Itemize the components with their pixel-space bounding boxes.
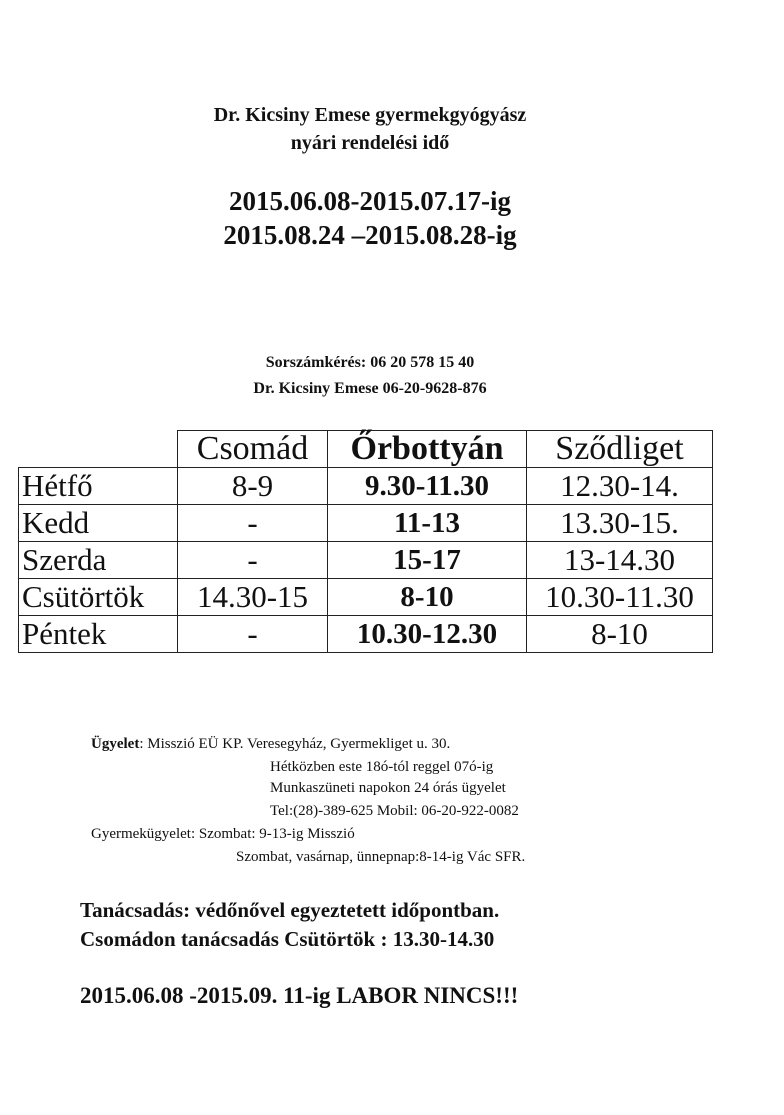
gyermekugyelet-line: Gyermekügyelet: Szombat: 9-13-ig Misszió — [91, 826, 355, 842]
location-header: Őrbottyán — [328, 431, 527, 468]
date-range-1: 2015.06.08-2015.07.17-ig — [229, 186, 511, 216]
ugyelet-label: Ügyelet — [91, 736, 140, 752]
day-cell: Hétfő — [19, 468, 178, 505]
tanacsadas-note: Tanácsadás: védőnővel egyeztetett időpontban. — [80, 898, 500, 922]
time-cell: 12.30-14. — [527, 468, 713, 505]
time-cell: 13-14.30 — [527, 542, 713, 579]
time-cell: 14.30-15 — [178, 579, 328, 616]
time-cell: 10.30-12.30 — [328, 616, 527, 653]
time-cell: 9.30-11.30 — [328, 468, 527, 505]
ugyelet-phones: Tel:(28)-389-625 Mobil: 06-20-922-0082 — [270, 803, 519, 819]
ugyelet-weekday-hours: Hétközben este 18ó-tól reggel 07ó-ig — [270, 759, 494, 775]
ugyelet-line — [91, 736, 450, 753]
ugyelet-address: : Misszió EÜ KP. Veresegyház, Gyermekliget u. 30. — [139, 736, 451, 752]
schedule-table — [18, 430, 713, 653]
schedule-subtitle: nyári rendelési idő — [290, 132, 450, 154]
day-cell: Szerda — [19, 542, 178, 579]
time-cell: - — [178, 505, 328, 542]
time-cell: 15-17 — [328, 542, 527, 579]
time-cell: 11-13 — [328, 505, 527, 542]
location-header: Csomád — [178, 431, 328, 468]
header-blank-cell — [19, 431, 178, 468]
time-cell: 8-9 — [178, 468, 328, 505]
doctor-title: Dr. Kicsiny Emese gyermekgyógyász — [213, 104, 527, 126]
date-range-2: 2015.08.24 –2015.08.28-ig — [223, 220, 517, 250]
doctor-phone: Dr. Kicsiny Emese 06-20-9628-876 — [253, 380, 487, 397]
table-row — [19, 468, 713, 505]
day-cell: Csütörtök — [19, 579, 178, 616]
time-cell: 13.30-15. — [527, 505, 713, 542]
time-cell: 8-10 — [527, 616, 713, 653]
table-header-row — [19, 431, 713, 468]
labor-notice: 2015.06.08 -2015.09. 11-ig LABOR NINCS!!! — [80, 983, 519, 1008]
table-row — [19, 616, 713, 653]
table-row — [19, 542, 713, 579]
sorszam-phone: Sorszámkérés: 06 20 578 15 40 — [265, 354, 475, 371]
gyermekugyelet-weekend: Szombat, vasárnap, ünnepnap:8-14-ig Vác SFR. — [236, 849, 526, 865]
ugyelet-holiday-note: Munkaszüneti napokon 24 órás ügyelet — [270, 780, 506, 796]
time-cell: - — [178, 542, 328, 579]
day-cell: Kedd — [19, 505, 178, 542]
time-cell: - — [178, 616, 328, 653]
table-row — [19, 505, 713, 542]
time-cell: 10.30-11.30 — [527, 579, 713, 616]
tanacsadas-csomad: Csomádon tanácsadás Csütörtök : 13.30-14.30 — [80, 927, 495, 951]
time-cell: 8-10 — [328, 579, 527, 616]
day-cell: Péntek — [19, 616, 178, 653]
location-header: Sződliget — [527, 431, 713, 468]
table-row — [19, 579, 713, 616]
